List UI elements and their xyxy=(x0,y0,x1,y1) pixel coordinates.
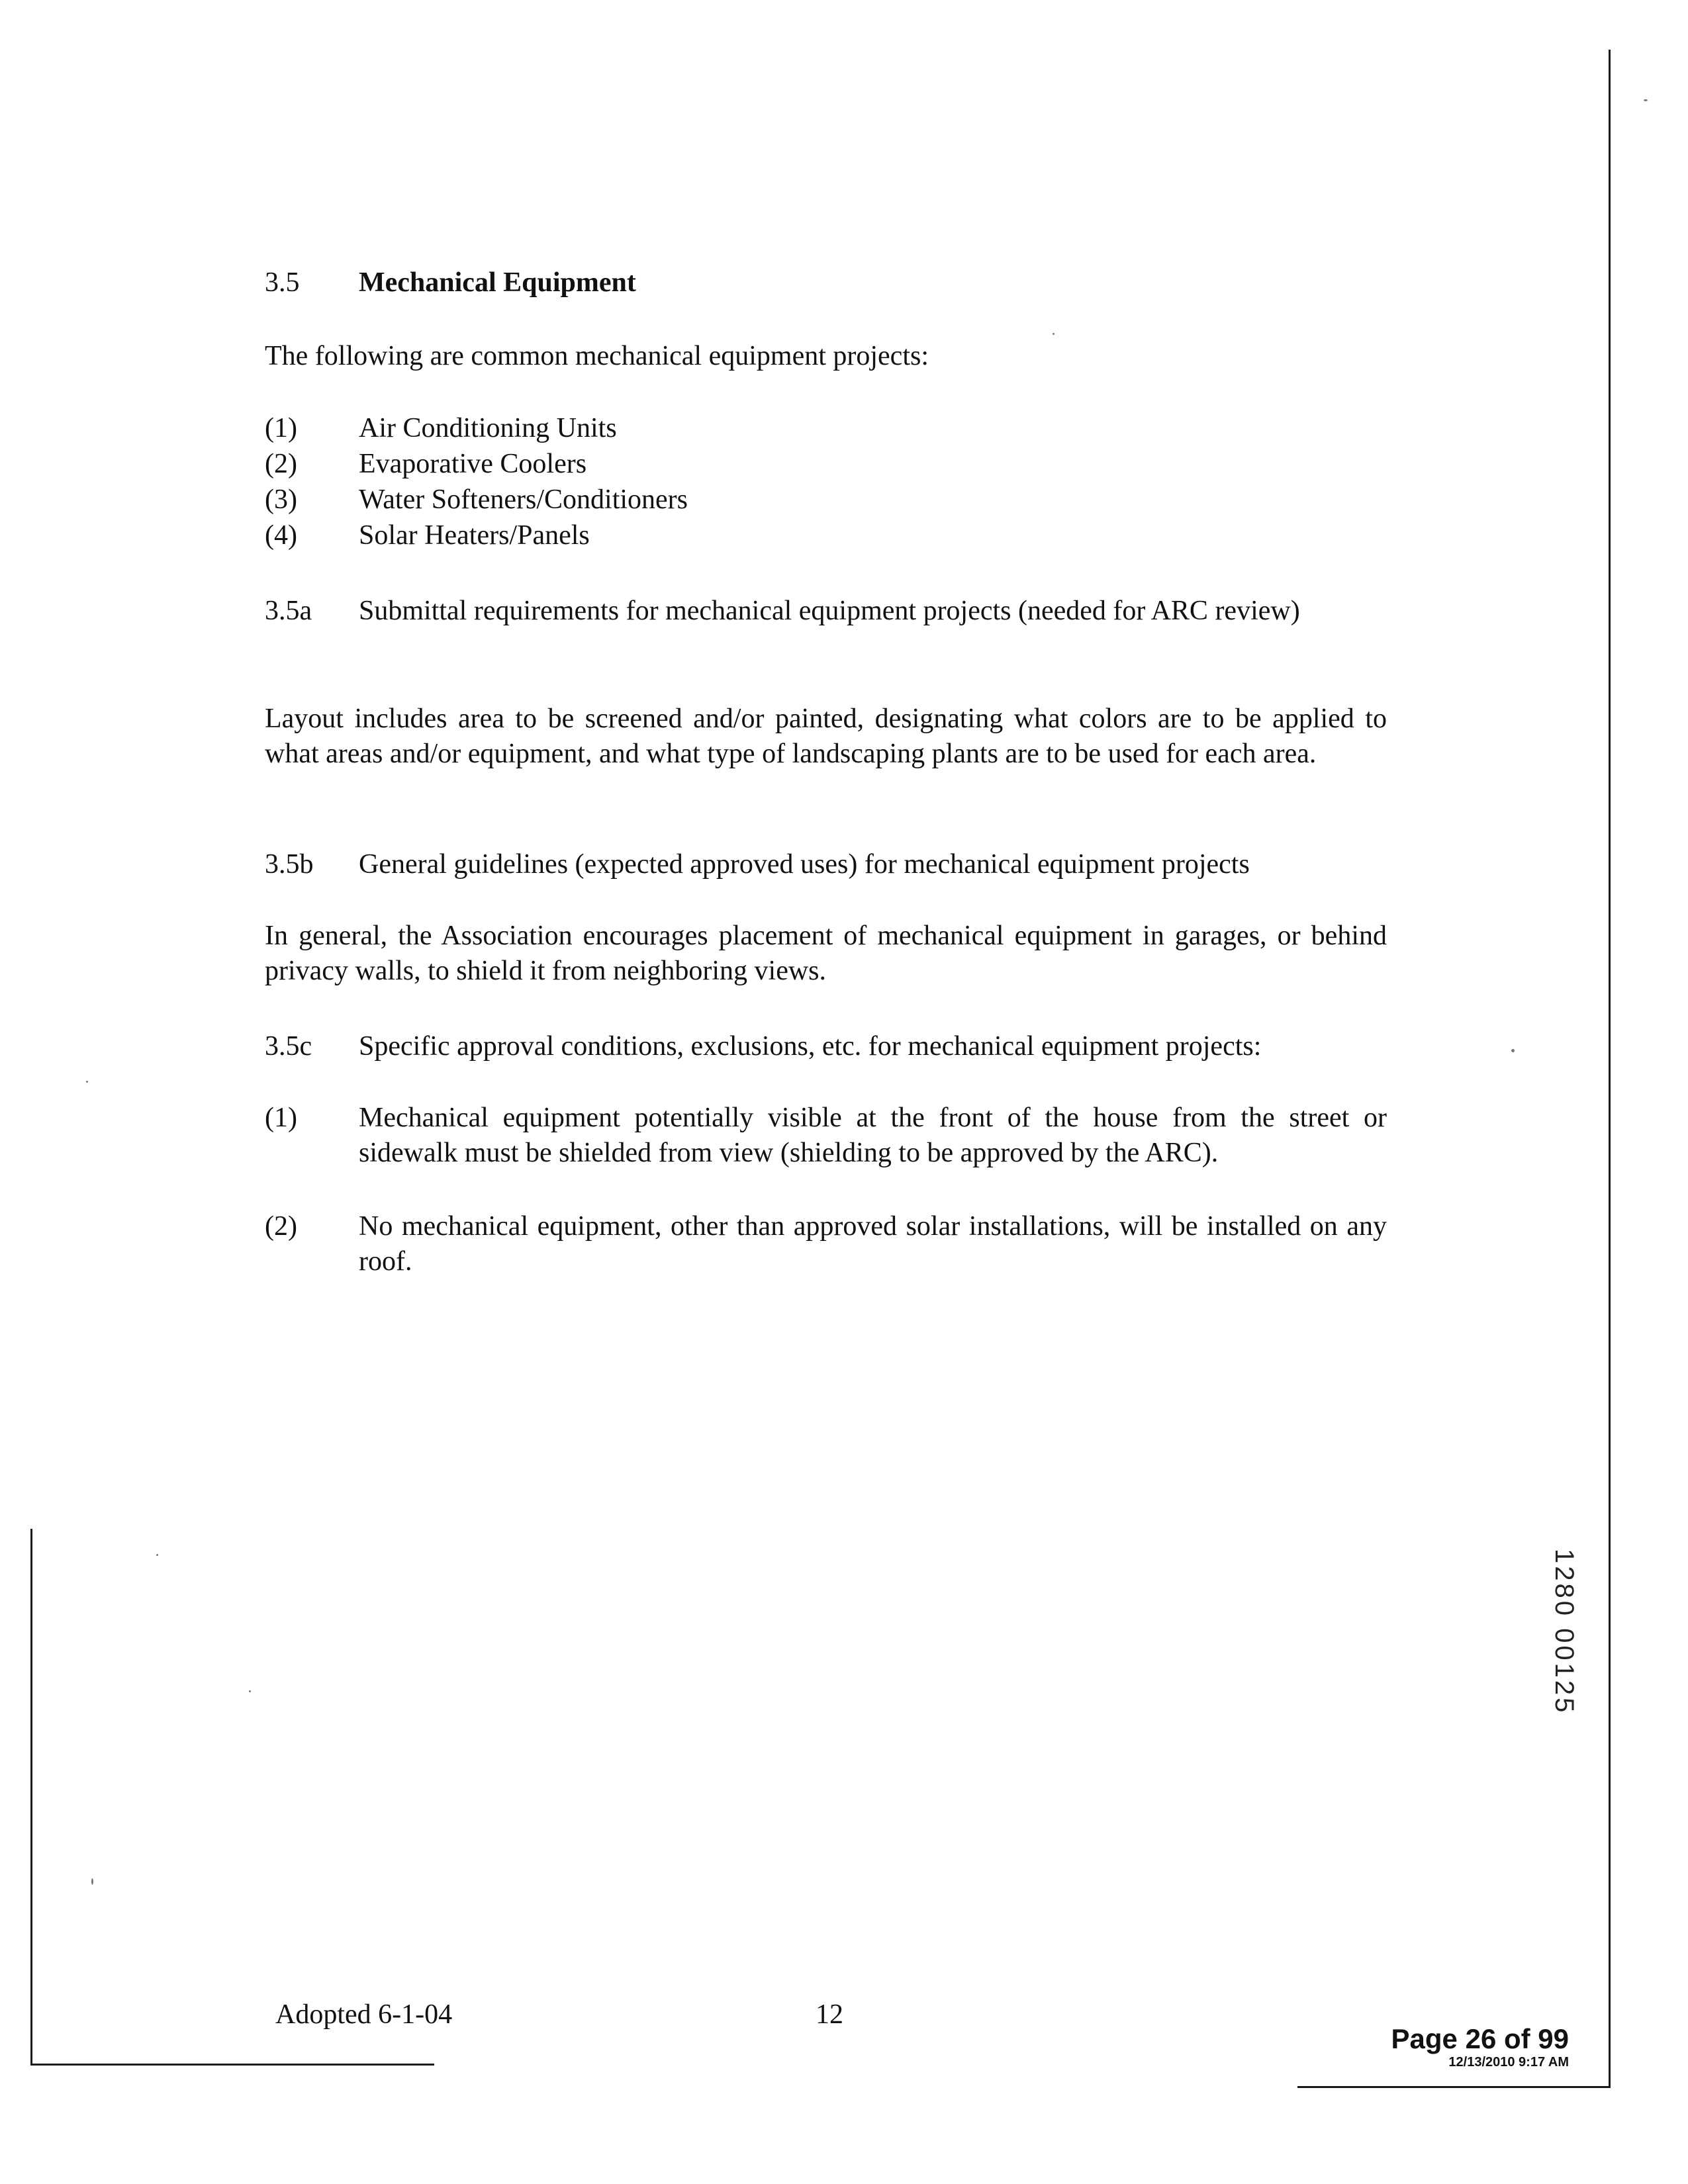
footer-page-of: Page 26 of 99 xyxy=(1391,2023,1569,2054)
condition-item: (2) No mechanical equipment, other than approved solar installations, will be installed on any roof. xyxy=(265,1211,1387,1277)
section-title: Mechanical Equipment xyxy=(359,267,636,298)
left-border-line xyxy=(30,1529,32,2065)
subsection-c-number: 3.5c xyxy=(265,1031,312,1062)
subsection-a-title: Submittal requirements for mechanical equipment projects (needed for ARC review) xyxy=(359,596,1300,626)
footer-adopted: Adopted 6-1-04 xyxy=(275,1999,453,2030)
bates-stamp: 1280 00125 xyxy=(1550,1549,1579,1715)
scan-speck xyxy=(1053,333,1055,335)
scan-speck xyxy=(1644,99,1648,101)
scan-speck xyxy=(91,1878,93,1885)
subsection-a-heading xyxy=(265,594,1387,629)
subsection-b-number: 3.5b xyxy=(265,849,314,880)
intro-paragraph: The following are common mechanical equipment projects: xyxy=(265,341,929,371)
footer-page-number: 12 xyxy=(816,1999,843,2030)
list-item: (4) Solar Heaters/Panels xyxy=(265,520,590,551)
subsection-b-title: General guidelines (expected approved uses) for mechanical equipment projects xyxy=(359,849,1250,880)
bottom-border-line xyxy=(1297,2086,1611,2088)
subsection-c-heading xyxy=(265,1029,1261,1064)
subsection-b-body: In general, the Association encourages placement of mechanical equipment in garages, or behind privacy walls, to shield it from neighboring views. xyxy=(265,921,1387,986)
scan-speck xyxy=(156,1554,158,1556)
condition-item: (1) Mechanical equipment potentially visible at the front of the house from the street or sidewalk must be shielded from view (shielding to be approved by the ARC). xyxy=(265,1103,1387,1168)
scan-speck xyxy=(86,1081,88,1083)
bottom-left-border-line xyxy=(30,2064,434,2066)
section-heading xyxy=(265,265,636,300)
subsection-b-heading xyxy=(265,847,1250,882)
list-item: (1) Air Conditioning Units xyxy=(265,413,617,443)
subsection-c-title: Specific approval conditions, exclusions, etc. for mechanical equipment projects: xyxy=(359,1031,1262,1062)
footer-timestamp: 12/13/2010 9:17 AM xyxy=(1448,2055,1569,2070)
scan-speck xyxy=(1511,1049,1515,1052)
section-number: 3.5 xyxy=(265,267,300,298)
project-list xyxy=(265,411,1390,554)
scan-speck xyxy=(249,1690,251,1692)
list-item: (3) Water Softeners/Conditioners xyxy=(265,484,688,515)
list-item: (2) Evaporative Coolers xyxy=(265,449,587,479)
subsection-a-body: Layout includes area to be screened and/or painted, designating what colors are to be applied to what areas and/or equipment, and what type of landscaping plants are to be used for each area. xyxy=(265,704,1387,769)
subsection-a-number: 3.5a xyxy=(265,596,312,626)
right-border-line xyxy=(1609,50,1611,2088)
